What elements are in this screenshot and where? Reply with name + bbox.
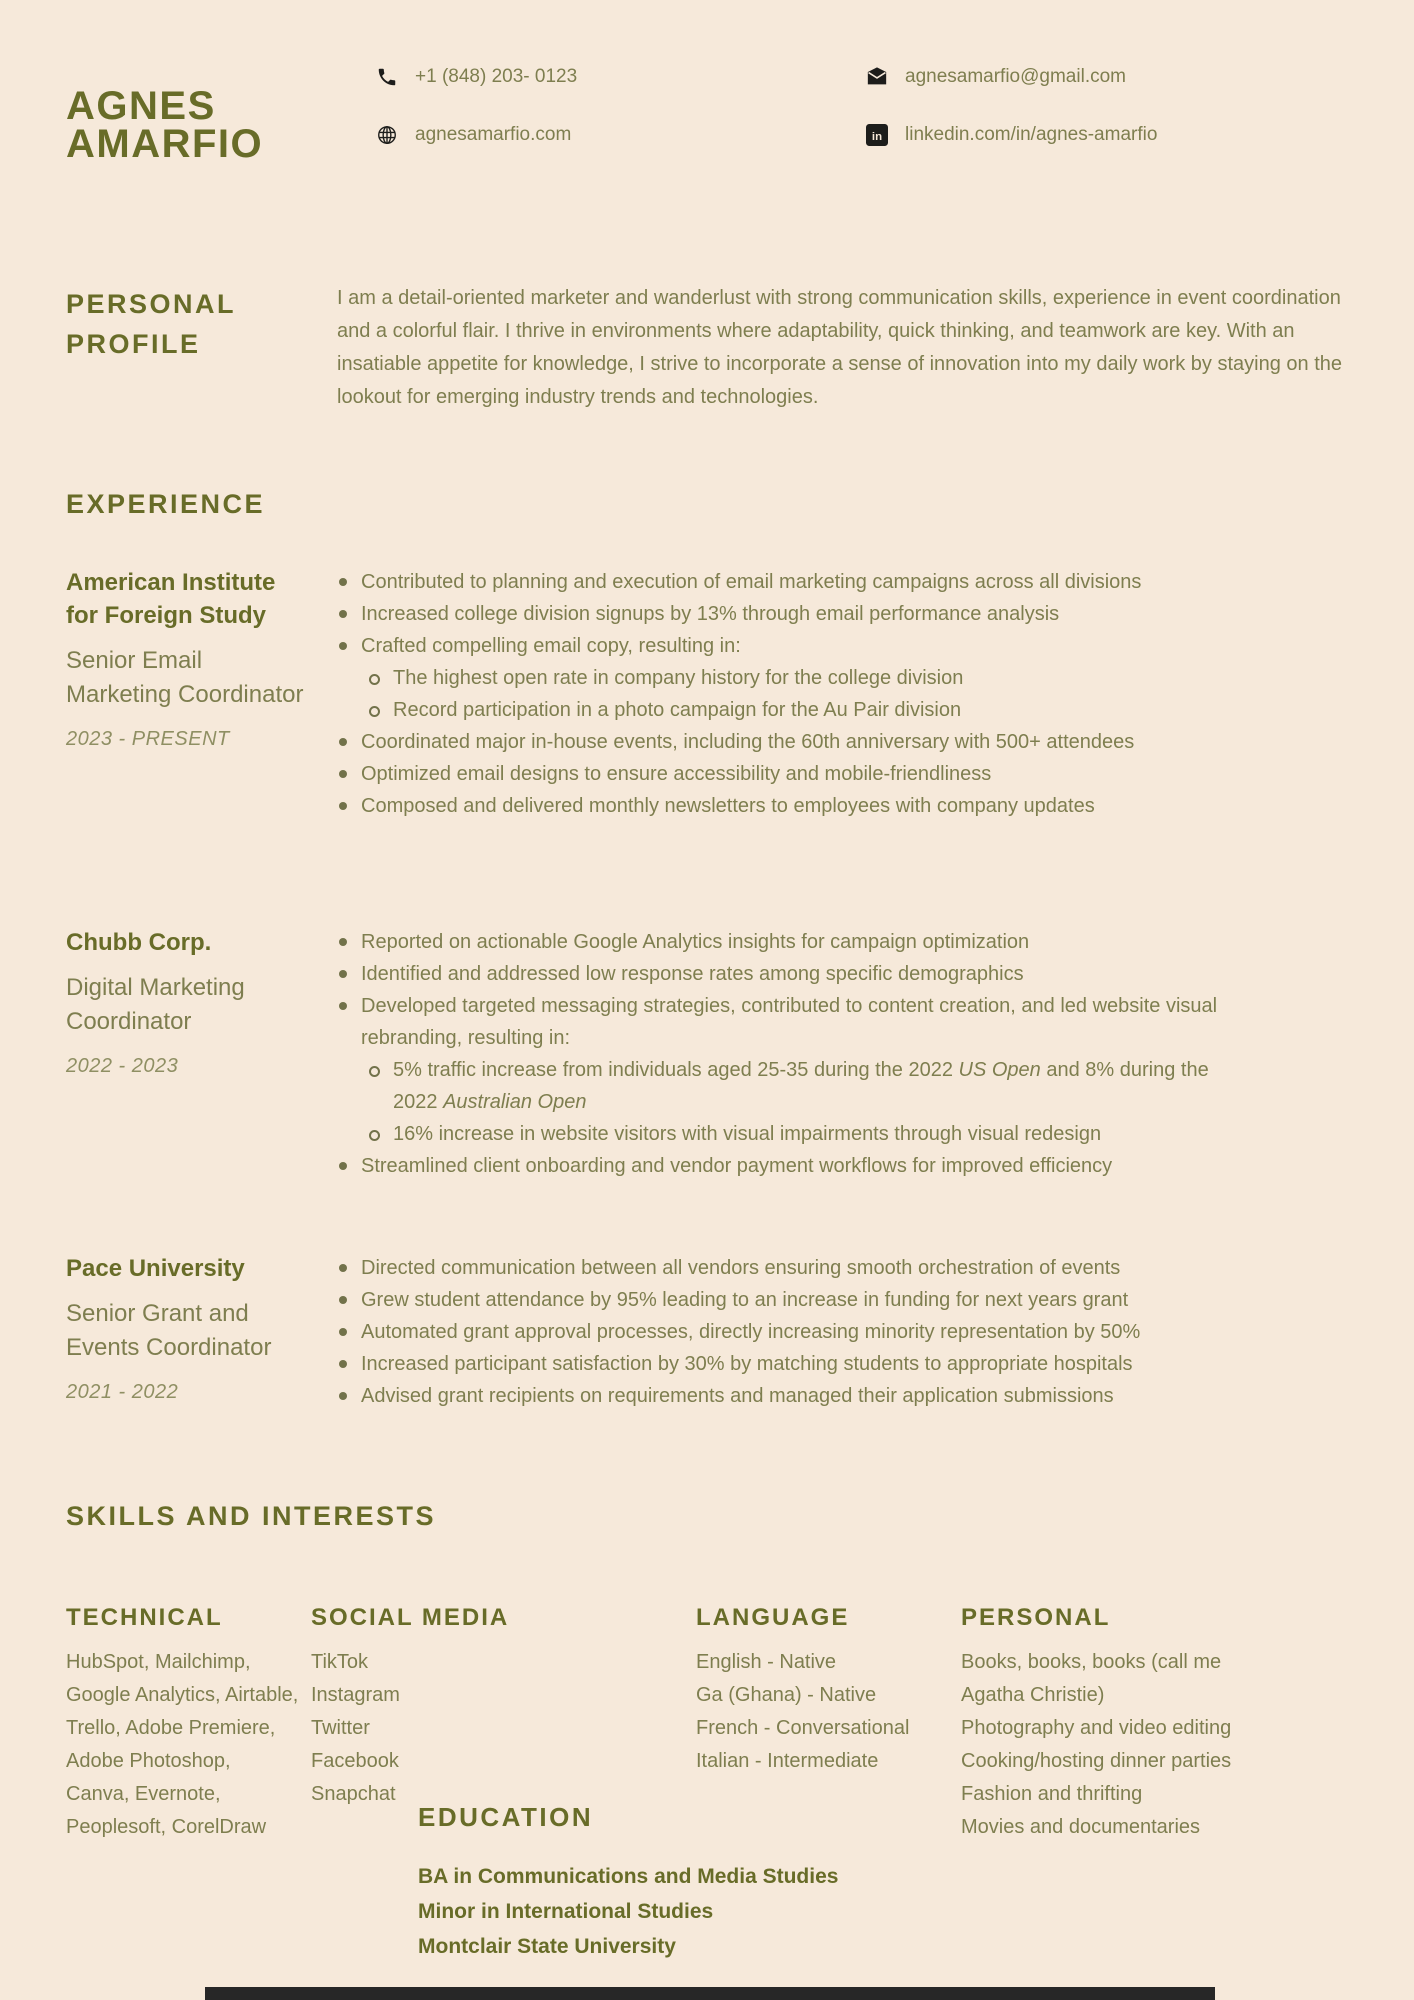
dot-marker-icon	[339, 970, 347, 978]
bullet-item	[337, 758, 1247, 790]
bullet-item	[337, 1150, 1247, 1182]
contact-text: linkedin.com/in/agnes-amarfio	[905, 124, 1158, 145]
dot-marker-icon	[339, 1392, 347, 1400]
job-role: Senior Email Marketing Coordinator	[66, 646, 304, 708]
contact-list	[376, 60, 1157, 190]
skill-item: Twitter	[311, 1716, 370, 1739]
bullet-item	[337, 630, 1247, 662]
phone-icon	[376, 66, 398, 88]
education-section	[418, 1780, 838, 1964]
personal-profile-text: I am a detail-oriented marketer and wanderlust with strong communication skills, experience in event coordination and a colorful flair. I thrive in environments where adaptability, quick thinking, and teamwork are key. With an insatiable appetite for knowledge, I strive to incorporate a sense of innovation into my daily work by staying on the lookout for emerging industry trends and technologies.	[337, 286, 1343, 408]
job-bullet-list	[337, 926, 1247, 1182]
education-line: Montclair State University	[418, 1934, 676, 1958]
skills-column-language	[696, 1580, 961, 1778]
job-role: Senior Grant and Events Coordinator	[66, 1299, 272, 1361]
dot-marker-icon	[339, 802, 347, 810]
header	[0, 0, 1414, 190]
bullet-text: Developed targeted messaging strategies, contributed to content creation, and led website visual rebranding, resulting in:	[361, 994, 1218, 1049]
skill-item: Fashion and thrifting	[961, 1782, 1143, 1805]
bullet-item	[337, 598, 1247, 630]
page-title	[66, 83, 376, 166]
svg-text:in: in	[871, 131, 883, 144]
skills-column-heading: PERSONAL	[961, 1603, 1111, 1631]
contact-text: +1 (848) 203- 0123	[415, 66, 578, 87]
skill-item: Photography and video editing	[961, 1716, 1232, 1739]
job-meta	[66, 926, 337, 1182]
skills-column-items	[696, 1646, 961, 1778]
skills-column-items	[961, 1646, 1291, 1844]
next-page-edge	[205, 1987, 1215, 2000]
personal-profile-heading: PERSONAL PROFILE	[66, 289, 236, 359]
job-entry	[66, 926, 1348, 1182]
circle-marker-icon	[369, 706, 380, 717]
education-heading: EDUCATION	[418, 1801, 594, 1832]
contact-phone[interactable]	[376, 66, 866, 88]
experience-section	[0, 484, 1414, 1412]
bullet-text: 5% traffic increase from individuals aged 25-35 during the 2022 US Open and 8% during the 2022 Australian Open	[393, 1058, 1209, 1113]
bullet-item	[337, 958, 1247, 990]
education-line: Minor in International Studies	[418, 1899, 714, 1923]
skill-item: Facebook	[311, 1749, 399, 1772]
circle-marker-icon	[369, 1066, 380, 1077]
bullet-text: Contributed to planning and execution of email marketing campaigns across all divisions	[361, 570, 1142, 593]
dot-marker-icon	[339, 938, 347, 946]
sub-bullet-item	[337, 1054, 1247, 1118]
job-meta	[66, 566, 337, 822]
skills-column-heading: LANGUAGE	[696, 1603, 850, 1631]
job-entry	[66, 1252, 1348, 1412]
job-role: Digital Marketing Coordinator	[66, 973, 245, 1035]
bullet-item	[337, 990, 1247, 1054]
circle-marker-icon	[369, 674, 380, 685]
bullet-item	[337, 1284, 1247, 1316]
personal-profile-section	[0, 262, 1414, 434]
skills-column-items	[66, 1646, 311, 1844]
bullet-item	[337, 790, 1247, 822]
job-dates: 2022 - 2023	[66, 1054, 179, 1077]
bullet-item	[337, 726, 1247, 758]
bullet-text: Advised grant recipients on requirements and managed their application submissions	[361, 1384, 1114, 1407]
skill-item: Books, books, books (call me Agatha Christie)	[961, 1650, 1222, 1706]
education-line: BA in Communications and Media Studies	[418, 1864, 839, 1888]
name-line-1: AGNES	[66, 83, 216, 128]
skills-column-personal	[961, 1580, 1291, 1844]
skill-item: Instagram	[311, 1683, 400, 1706]
dot-marker-icon	[339, 642, 347, 650]
bullet-text: The highest open rate in company history for the college division	[393, 666, 964, 689]
bullet-item	[337, 926, 1247, 958]
globe-icon	[376, 124, 398, 146]
dot-marker-icon	[339, 1264, 347, 1272]
job-company: American Institute for Foreign Study	[66, 568, 276, 629]
dot-marker-icon	[339, 738, 347, 746]
sub-bullet-item	[337, 662, 1247, 694]
job-bullet-list	[337, 1252, 1247, 1412]
sub-bullet-item	[337, 1118, 1247, 1150]
sub-bullet-item	[337, 694, 1247, 726]
contact-email[interactable]	[866, 66, 1157, 88]
education-lines	[418, 1859, 838, 1964]
dot-marker-icon	[339, 1328, 347, 1336]
bullet-item	[337, 1380, 1247, 1412]
bullet-item	[337, 1252, 1247, 1284]
bullet-text: Increased college division signups by 13% through email performance analysis	[361, 602, 1060, 625]
bullet-text: Coordinated major in-house events, including the 60th anniversary with 500+ attendees	[361, 730, 1135, 753]
experience-heading: EXPERIENCE	[66, 488, 266, 519]
bullet-text: Reported on actionable Google Analytics insights for campaign optimization	[361, 930, 1030, 953]
contact-text: agnesamarfio@gmail.com	[905, 66, 1126, 87]
bullet-text: 16% increase in website visitors with visual impairments through visual redesign	[393, 1122, 1102, 1145]
bullet-text: Crafted compelling email copy, resulting in:	[361, 634, 741, 657]
bullet-text: Record participation in a photo campaign for the Au Pair division	[393, 698, 962, 721]
bullet-text: Increased participant satisfaction by 30% by matching students to appropriate hospitals	[361, 1352, 1133, 1375]
skill-item: TikTok	[311, 1650, 369, 1673]
job-dates: 2021 - 2022	[66, 1380, 179, 1403]
bullet-text: Directed communication between all vendors ensuring smooth orchestration of events	[361, 1256, 1121, 1279]
bullet-item	[337, 566, 1247, 598]
linkedin-icon	[866, 124, 888, 146]
job-entry	[66, 566, 1348, 822]
skill-item: Italian - Intermediate	[696, 1749, 879, 1772]
dot-marker-icon	[339, 1360, 347, 1368]
skill-item: French - Conversational	[696, 1716, 910, 1739]
bullet-item	[337, 1316, 1247, 1348]
dot-marker-icon	[339, 1296, 347, 1304]
bullet-text: Composed and delivered monthly newsletters to employees with company updates	[361, 794, 1095, 817]
dot-marker-icon	[339, 1002, 347, 1010]
job-dates: 2023 - PRESENT	[66, 727, 230, 750]
skills-heading: SKILLS AND INTERESTS	[66, 1500, 437, 1531]
bullet-item	[337, 1348, 1247, 1380]
job-bullet-list	[337, 566, 1247, 822]
dot-marker-icon	[339, 578, 347, 586]
bullet-text: Streamlined client onboarding and vendor payment workflows for improved efficiency	[361, 1154, 1113, 1177]
contact-text: agnesamarfio.com	[415, 124, 572, 145]
bullet-text: Automated grant approval processes, directly increasing minority representation by 50%	[361, 1320, 1141, 1343]
job-meta	[66, 1252, 337, 1412]
skill-item: Cooking/hosting dinner parties	[961, 1749, 1232, 1772]
skill-item: Ga (Ghana) - Native	[696, 1683, 877, 1706]
dot-marker-icon	[339, 770, 347, 778]
skills-column-heading: SOCIAL MEDIA	[311, 1603, 510, 1631]
skills-column-social-media	[311, 1580, 696, 1811]
skill-item: HubSpot, Mailchimp, Google Analytics, Airtable, Trello, Adobe Premiere, Adobe Photoshop, Canva, Evernote, Peoplesoft, CorelDraw	[66, 1650, 299, 1838]
skill-item: English - Native	[696, 1650, 837, 1673]
dot-marker-icon	[339, 1162, 347, 1170]
circle-marker-icon	[369, 1130, 380, 1141]
skills-column-heading: TECHNICAL	[66, 1603, 223, 1631]
job-company: Pace University	[66, 1254, 245, 1282]
job-list	[66, 566, 1348, 1412]
skills-column-technical	[66, 1580, 311, 1844]
skill-item: Movies and documentaries	[961, 1815, 1201, 1838]
job-company: Chubb Corp.	[66, 928, 212, 956]
skill-item: Snapchat	[311, 1782, 396, 1805]
contact-linkedin[interactable]	[866, 124, 1157, 146]
bullet-text: Optimized email designs to ensure accessibility and mobile-friendliness	[361, 762, 992, 785]
bullet-text: Identified and addressed low response rates among specific demographics	[361, 962, 1024, 985]
bullet-text: Grew student attendance by 95% leading to an increase in funding for next years grant	[361, 1288, 1129, 1311]
name-line-2: AMARFIO	[66, 121, 264, 166]
contact-globe[interactable]	[376, 124, 866, 146]
email-icon	[866, 66, 888, 88]
dot-marker-icon	[339, 610, 347, 618]
